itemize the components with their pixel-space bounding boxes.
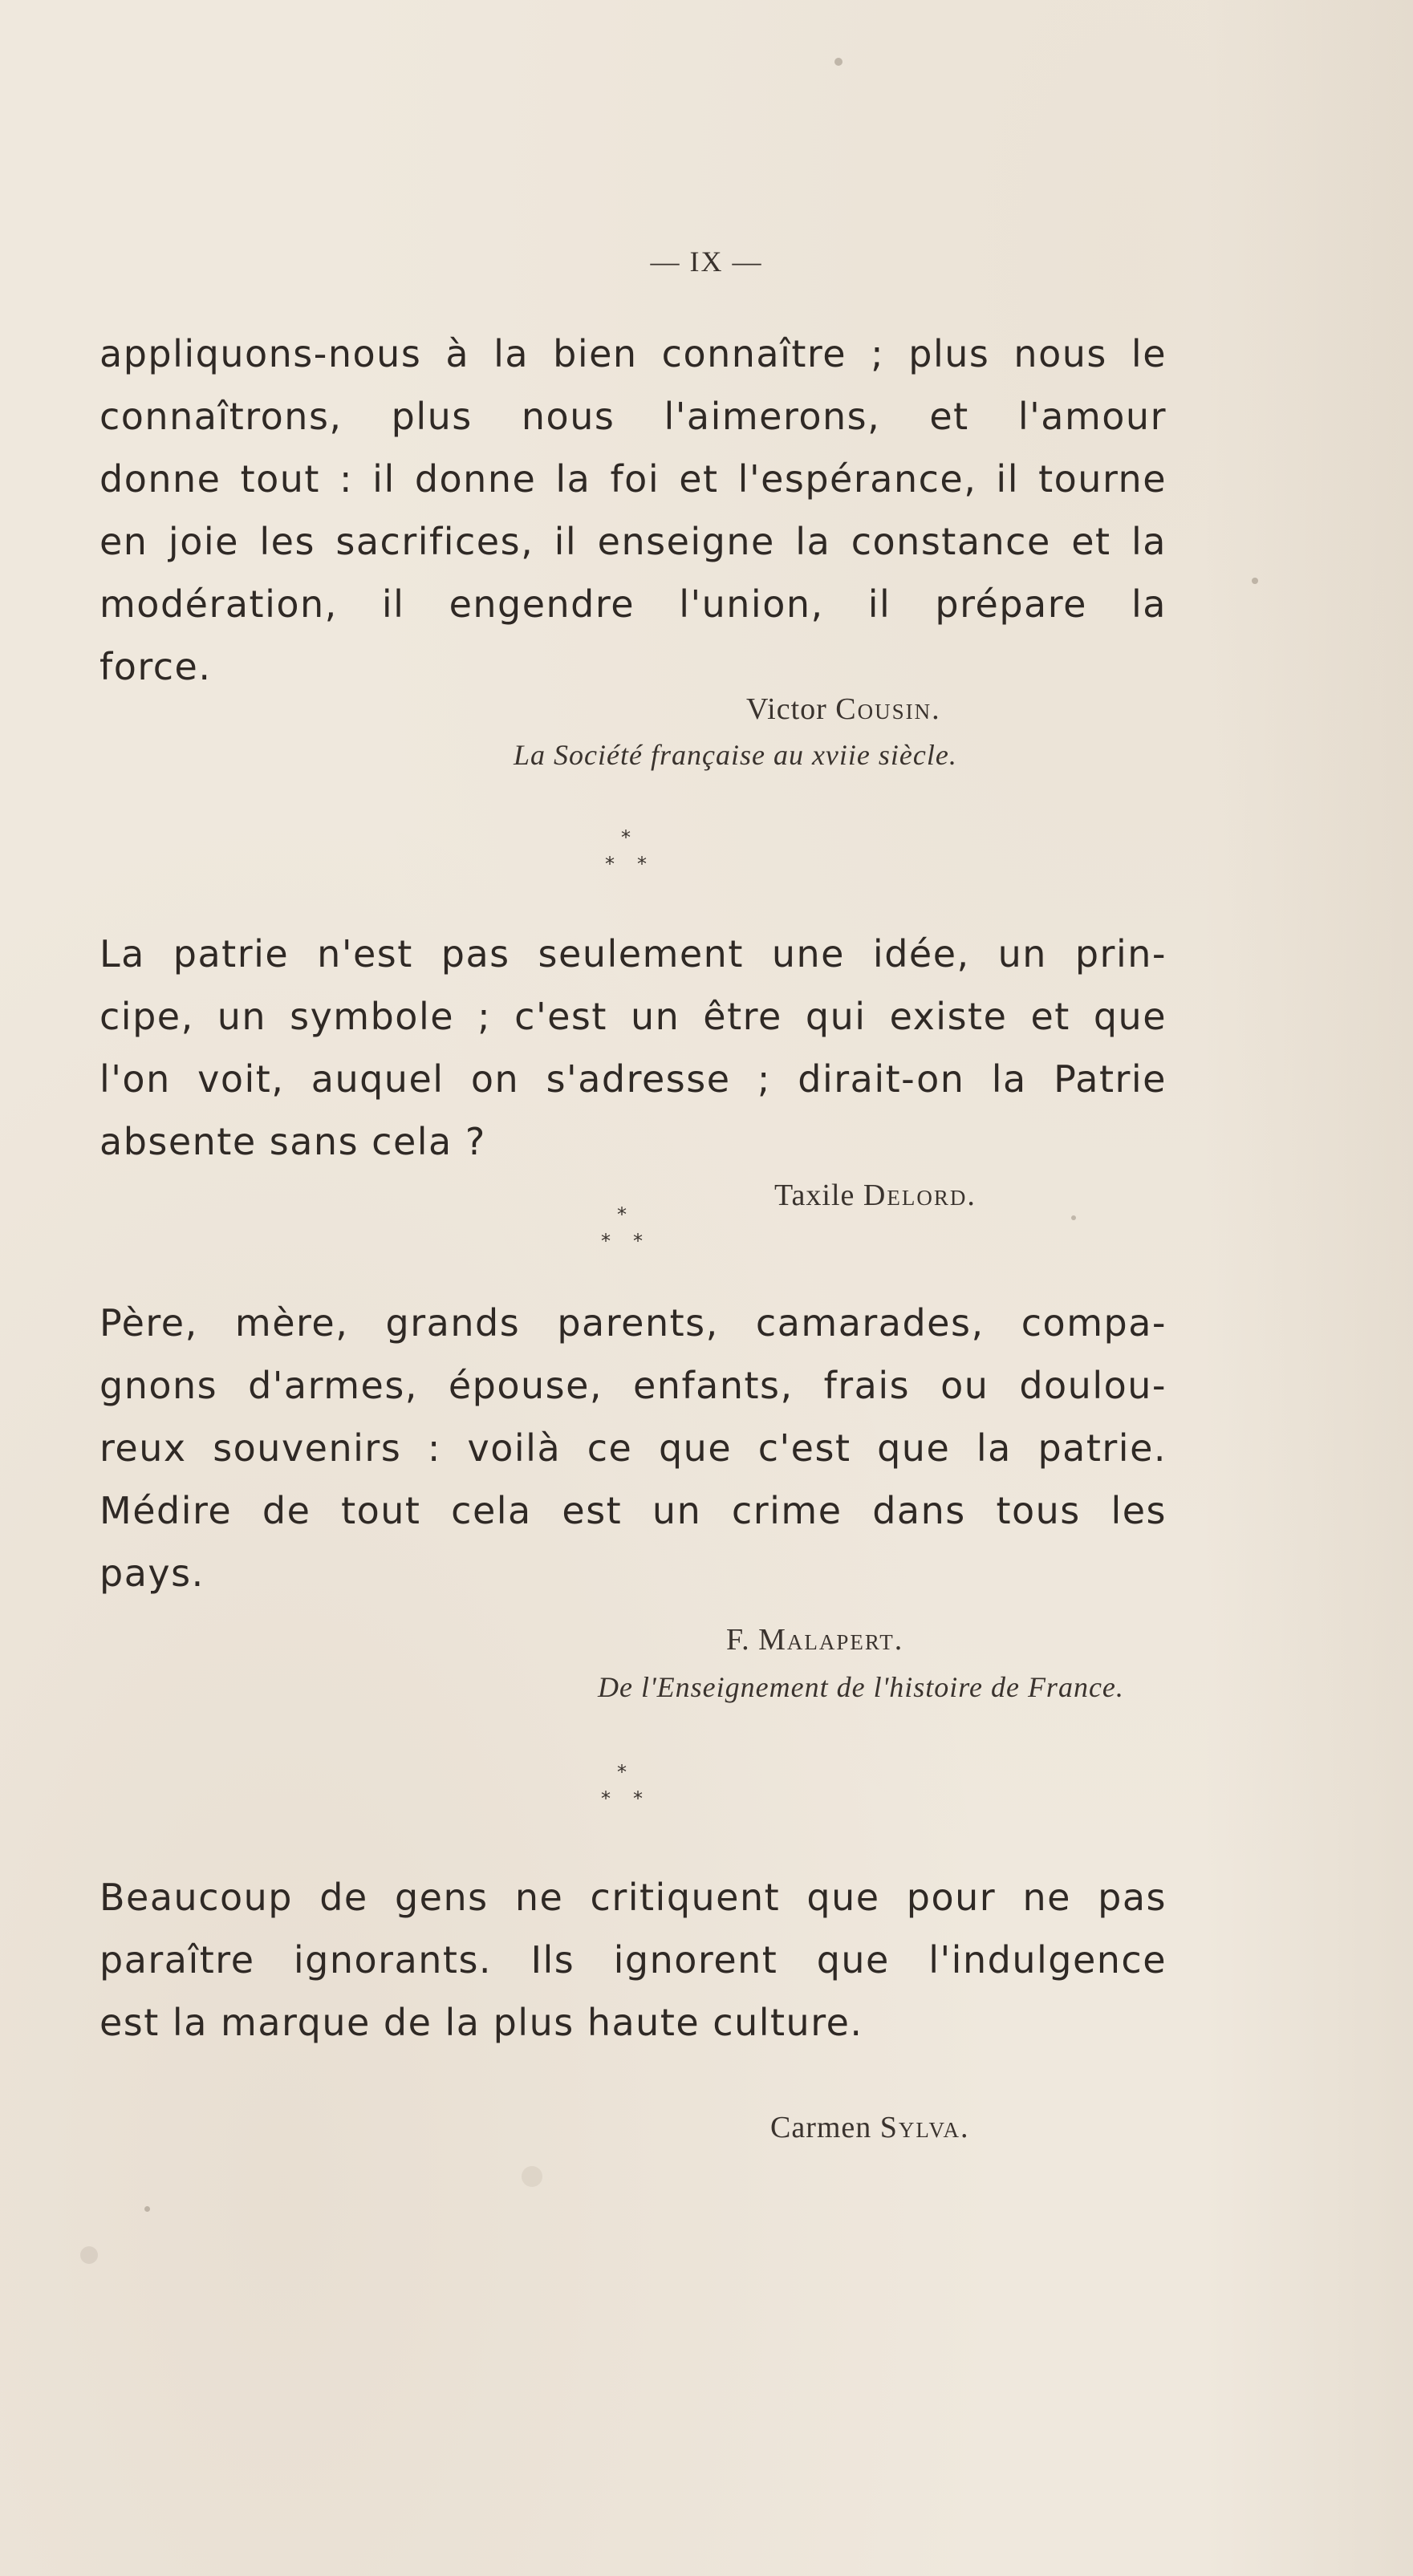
- asterism-star: *: [605, 853, 615, 875]
- quote-line: appliquons-nous à la bien connaître ; plus nous le: [99, 332, 1167, 375]
- paper-speck: [1071, 1215, 1076, 1220]
- author-first-name: F.: [726, 1623, 750, 1657]
- quote-author: [770, 2110, 969, 2145]
- page-shading: [1204, 0, 1413, 2576]
- paper-speck: [144, 2206, 150, 2212]
- quote-line: cipe, un symbole ; c'est un être qui existe et que: [99, 995, 1167, 1038]
- author-first-name: Carmen: [770, 2111, 872, 2144]
- asterism-divider: [590, 826, 662, 882]
- asterism-star: *: [601, 1787, 611, 1810]
- quote-line: gnons d'armes, épouse, enfants, frais ou doulou-: [99, 1364, 1167, 1407]
- page-number: — IX —: [650, 245, 763, 278]
- quote-line: donne tout : il donne la foi et l'espérance, il tourne: [99, 457, 1167, 501]
- asterism-star: *: [601, 1230, 611, 1252]
- author-first-name: Victor: [746, 692, 827, 726]
- paper-speck: [834, 58, 843, 66]
- author-last-name: Cousin.: [835, 692, 941, 726]
- author-last-name: Malapert.: [758, 1623, 904, 1657]
- quote-line: absente sans cela ?: [99, 1120, 486, 1163]
- asterism-star: *: [633, 1230, 643, 1252]
- quote-text: [99, 1292, 1167, 1604]
- asterism-star: *: [637, 853, 647, 875]
- author-first-name: Taxile: [774, 1178, 855, 1212]
- paper-speck: [80, 2246, 98, 2264]
- quote-line: l'on voit, auquel on s'adresse ; dirait-on la Patrie: [99, 1057, 1167, 1101]
- quote-author: [726, 1622, 903, 1657]
- asterism-divider: [586, 1203, 658, 1260]
- asterism-star: *: [617, 1203, 627, 1226]
- author-last-name: Sylva.: [879, 2111, 970, 2144]
- quote-line: est la marque de la plus haute culture.: [99, 2001, 863, 2044]
- quote-source: De l'Enseignement de l'histoire de France.: [598, 1671, 1124, 1703]
- quote-source: La Société française au xviie siècle.: [514, 739, 957, 771]
- quote-author: [746, 692, 941, 727]
- quote-text: [99, 323, 1167, 698]
- paper-speck: [522, 2166, 542, 2187]
- asterism-star: *: [621, 826, 631, 849]
- quote-text: [99, 923, 1167, 1173]
- quote-line: modération, il engendre l'union, il prépare la: [99, 582, 1167, 626]
- quote-line: reux souvenirs : voilà ce que c'est que la patrie.: [99, 1426, 1167, 1470]
- quote-line: en joie les sacrifices, il enseigne la constance et la: [99, 520, 1167, 563]
- quote-author: [774, 1178, 977, 1213]
- asterism-divider: [586, 1761, 658, 1817]
- asterism-star: *: [617, 1761, 627, 1783]
- quote-line: Médire de tout cela est un crime dans tous les: [99, 1489, 1167, 1532]
- paper-speck: [1252, 578, 1258, 584]
- asterism-star: *: [633, 1787, 643, 1810]
- quote-line: paraître ignorants. Ils ignorent que l'indulgence: [99, 1938, 1167, 1982]
- quote-line: pays.: [99, 1552, 205, 1595]
- author-last-name: Delord.: [863, 1178, 977, 1212]
- quote-line: Beaucoup de gens ne critiquent que pour ne pas: [99, 1876, 1167, 1919]
- quote-text: [99, 1866, 1167, 2054]
- quote-line: connaîtrons, plus nous l'aimerons, et l'amour: [99, 395, 1167, 438]
- quote-line: La patrie n'est pas seulement une idée, un prin-: [99, 932, 1167, 976]
- quote-line: force.: [99, 645, 212, 688]
- quote-line: Père, mère, grands parents, camarades, compa-: [99, 1301, 1167, 1345]
